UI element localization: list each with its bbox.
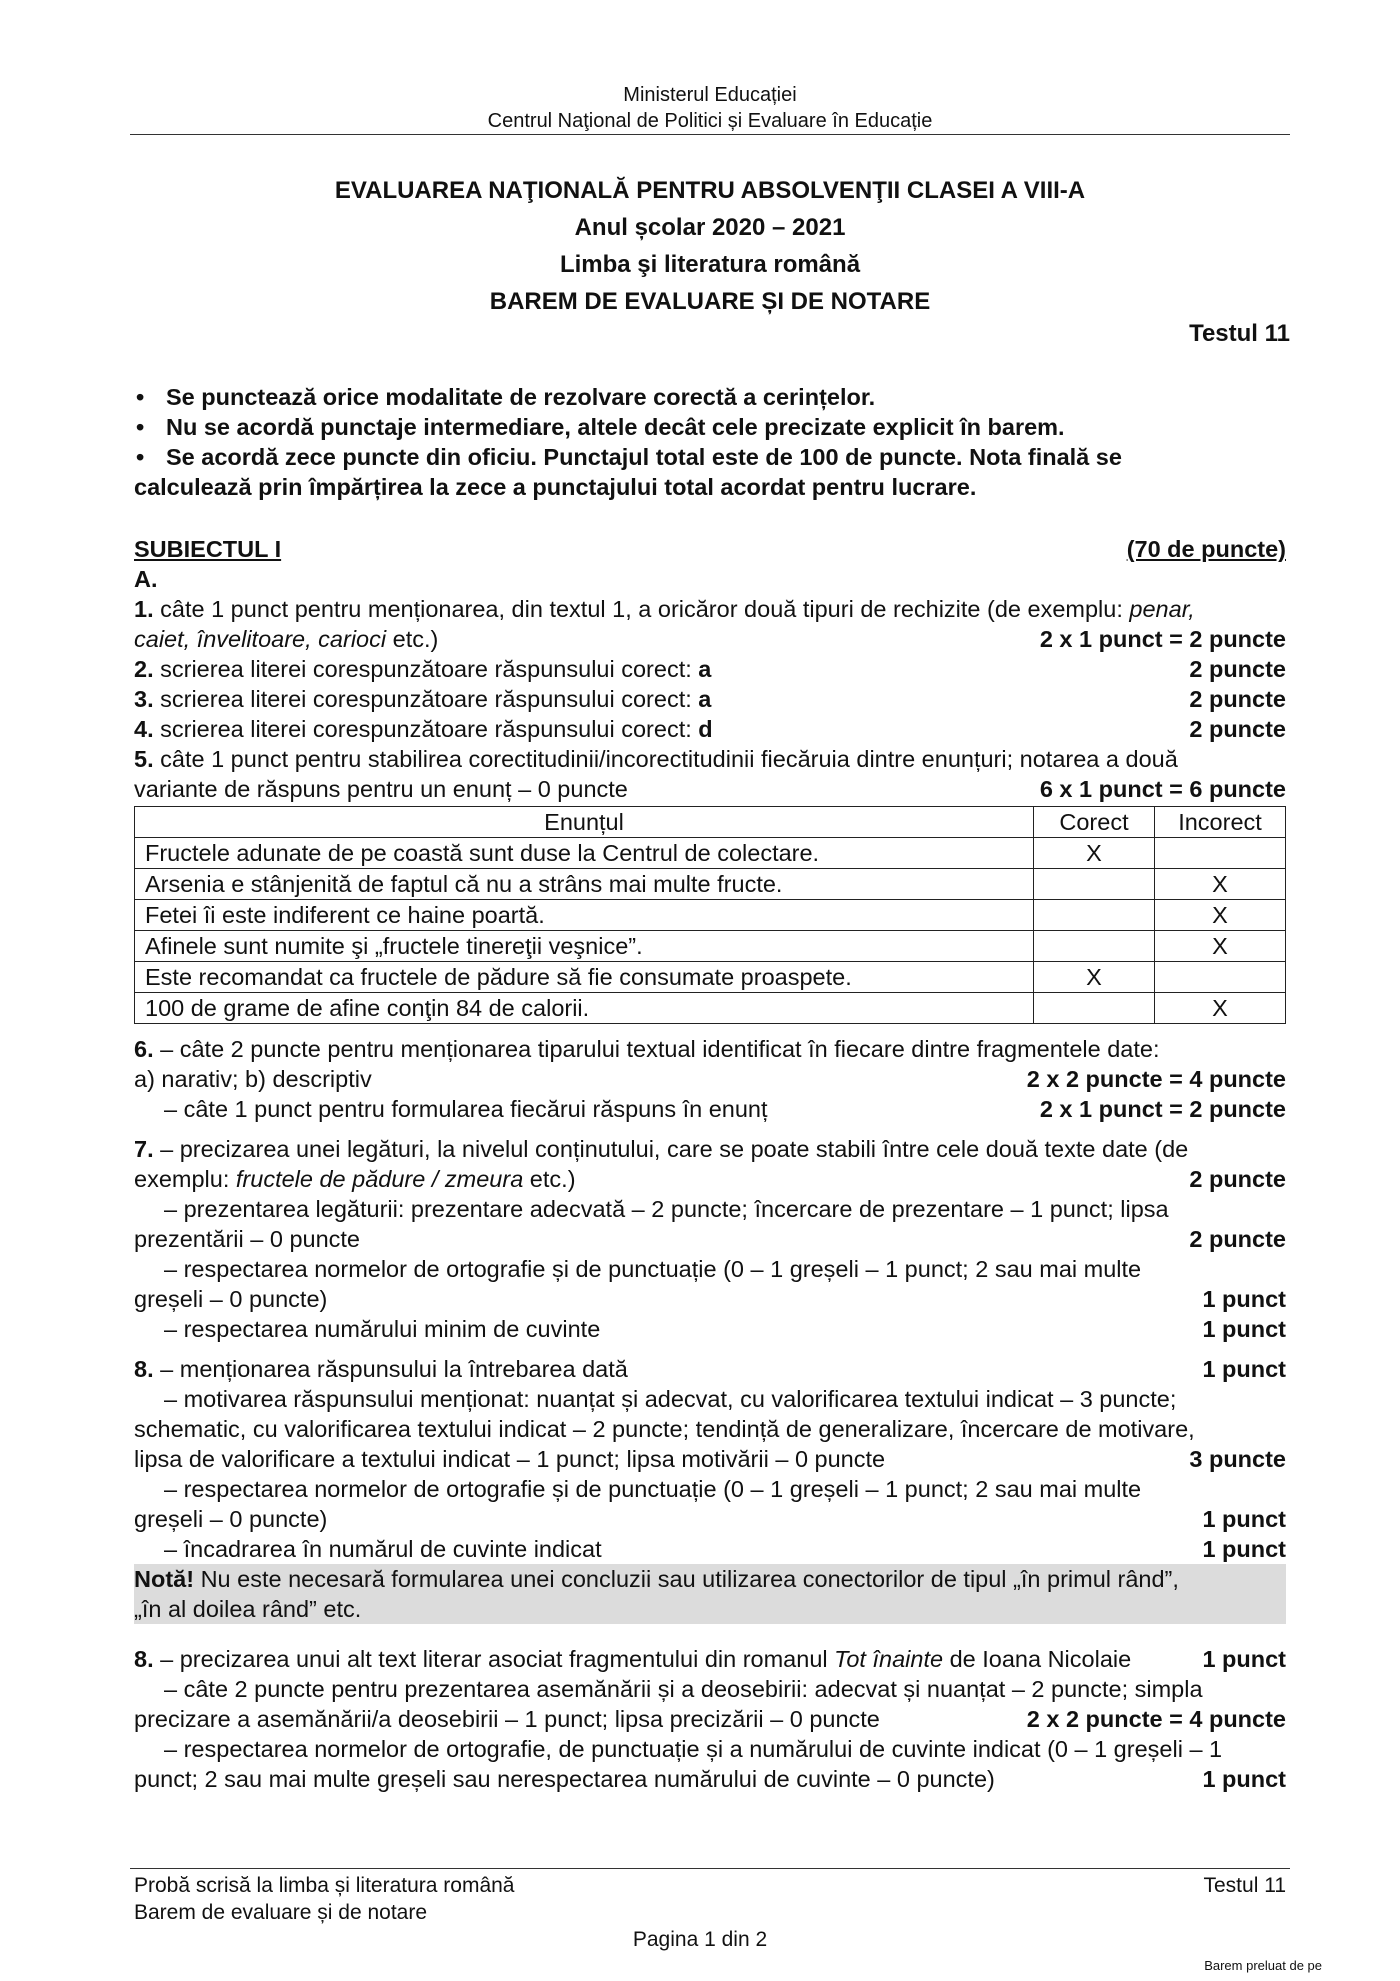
question-5: 5. câte 1 punct pentru stabilirea corectitudinii/incorectitudinii fiecăruia dintre enunțuri; notarea a două: [134, 746, 1178, 772]
table-row: Este recomandat ca fructele de pădure să fie consumate proaspete. X: [135, 962, 1286, 993]
rule-item-continuation: calculează prin împărțirea la zece a punctajului total acordat pentru lucrare.: [134, 474, 977, 500]
subject-points: (70 de puncte): [1126, 536, 1286, 562]
barem-content: SUBIECTUL I (70 de puncte) A. 1. câte 1 punct pentru menționarea, din textul 1, a oricăror două tipuri de rechizite (de exemplu: penar, caiet, învelitoare, carioci etc.) 2 x 1 punct = 2 puncte 2. scrierea literei corespunzătoare răspunsului corect: a 2 puncte 3. scrierea literei corespunzătoare răspunsului corect: a 2 puncte 4. scrierea literei corespunzătoare răspunsului corect: d 2 puncte 5. câte 1 punct pentru stabilirea corectitudinii/incorectitudinii fiecăruia dintre enunțuri; notarea a două variante de răspuns pentru un enunț – 0 puncte 6 x 1 punct = 6 puncte Enunțul Corect Incorect Fructele adunate de pe coastă sunt duse la Centrul de colectare. X Arsenia e stânjenită de faptul că nu a strâns mai multe fructe. X Fetei îi este indiferent ce haine poartă. X Afinele sunt numite şi „fructele tinereţii veşnice”. X Este recomandat ca fructele de pădure să fie consumate proaspete. X 100 de grame de afine conţin 84 de calorii. X 6. – câte 2 puncte pentru menționarea tiparului textual identificat în fiecare dintre fragmentele date: a) narativ; b) descriptiv 2 x 2 puncte = 4 puncte – câte 1 punct pentru formularea fiecărui răspuns în enunț 2 x 1 punct = 2 puncte 7. – precizarea unei legături, la nivelul conținutului, care se poate stabili între cele două texte date (de exemplu: fructele de pădure / zmeura etc.) 2 puncte – prezentarea legăturii: prezentare adecvată – 2 puncte; încercare de prezentare – 1 punct; lipsa prezentării – 0 puncte 2 puncte – respectarea normelor de ortografie și de punctuație (0 – 1 greșeli – 1 punct; 2 sau mai multe greșeli – 0 puncte) 1 punct – respectarea numărului minim de cuvinte 1 punct 8. – menționarea răspunsului la întrebarea dată 1 punct – motivarea răspunsului menționat: nuanțat și adecvat, cu valorificarea textului indicat – 3 puncte; schematic, cu valorificarea textului indicat – 2 puncte; tendință de generalizare, încercare de motivare, lipsa de valorificare a textului indicat – 1 punct; lipsa motivării – 0 puncte 3 puncte – respectarea normelor de ortografie și de punctuație (0 – 1 greșeli – 1 punct; 2 sau mai multe greșeli – 0 puncte) 1 punct – încadrarea în numărul de cuvinte indicat 1 punct Notă! Nu este necesară formularea unei concluzii sau utilizarea conectorilor de tipul „în primul rând”, „în al doilea rând” etc. 8. – precizarea unui alt text literar asociat fragmentului din romanul Tot înainte de Ioana Nicolaie 1 punct – câte 2 puncte pentru prezentarea asemănării și a deosebirii: adecvat și nuanțat – 2 puncte; simpla precizare a asemănării/a deosebirii – 1 punct; lipsa precizării – 0 puncte 2 x 2 puncte = 4 puncte – respectarea normelor de ortografie, de punctuație și a numărului de cuvinte indicat (0 – 1 greșeli – 1 punct; 2 sau mai multe greșeli sau nerespectarea numărului de cuvinte – 0 puncte) 1 punct: [134, 536, 1286, 1792]
exam-title: EVALUAREA NAŢIONALĂ PENTRU ABSOLVENŢII CLASEI A VIII-A: [334, 177, 1086, 204]
question-5-score-row: variante de răspuns pentru un enunț – 0 puncte 6 x 1 punct = 6 puncte: [134, 776, 1286, 802]
part-label: A.: [134, 566, 158, 592]
subject-heading: [134, 534, 1286, 564]
table-row: Afinele sunt numite şi „fructele tinereţii veşnice”. X: [135, 931, 1286, 962]
column-header: Enunțul: [135, 807, 1034, 838]
document-header: [130, 82, 1290, 134]
rule-item: • Se acordă zece puncte din oficiu. Punctajul total este de 100 de puncte. Nota finală se: [134, 442, 1286, 472]
footer-exam-name: Probă scrisă la limba și literatura română: [134, 1874, 515, 1897]
question-8: 8. – menționarea răspunsului la întrebarea dată 1 punct: [134, 1356, 1286, 1382]
question-1-score: 2 x 1 punct = 2 puncte: [1039, 626, 1286, 652]
footer-test-number: Testul 11: [1203, 1874, 1286, 1897]
test-number: Testul 11: [1189, 320, 1290, 347]
question-6: 6. – câte 2 puncte pentru menționarea tiparului textual identificat în fiecare dintre fragmentele date:: [134, 1036, 1160, 1062]
table-header-row: [135, 807, 1286, 838]
page-number: Pagina 1 din 2: [632, 1928, 768, 1951]
ministry-name: Ministerul Educației: [623, 84, 797, 106]
title-block: [130, 172, 1290, 320]
general-rules: [134, 382, 1286, 502]
source-note: Barem preluat de pe: [1204, 1958, 1322, 1973]
question-2: 2. scrierea literei corespunzătoare răspunsului corect: a 2 puncte: [134, 656, 1286, 682]
question-7: 7. – precizarea unei legături, la nivelul conținutului, care se poate stabili între cele două texte date (de: [134, 1136, 1189, 1162]
subject-title: Limba şi literatura română: [559, 251, 861, 278]
table-row: Fructele adunate de pe coastă sunt duse la Centrul de colectare. X: [135, 838, 1286, 869]
rule-item: • Se punctează orice modalitate de rezolvare corectă a cerințelor.: [134, 382, 1286, 412]
column-header: Corect: [1034, 807, 1155, 838]
answer-table: [134, 806, 1286, 1024]
note-label: Notă!: [134, 1566, 195, 1592]
question-3: 3. scrierea literei corespunzătoare răspunsului corect: a 2 puncte: [134, 686, 1286, 712]
document-footer: [134, 1872, 1286, 1926]
table-row: 100 de grame de afine conţin 84 de calorii. X: [135, 993, 1286, 1024]
note-box: Notă! Nu este necesară formularea unei concluzii sau utilizarea conectorilor de tipul „în primul rând”, „în al doilea rând” etc.: [134, 1564, 1286, 1624]
school-year: Anul școlar 2020 – 2021: [574, 214, 846, 241]
table-row: Fetei îi este indiferent ce haine poartă. X: [135, 900, 1286, 931]
question-1: 1. câte 1 punct pentru menționarea, din textul 1, a oricăror două tipuri de rechizite (de exemplu: penar,: [134, 596, 1195, 622]
center-name: Centrul Naţional de Politici și Evaluare în Educație: [487, 110, 933, 132]
question-1-score-row: caiet, învelitoare, carioci etc.) 2 x 1 punct = 2 puncte: [134, 626, 1286, 652]
footer-divider: [130, 1868, 1290, 1869]
question-8-alt: 8. – precizarea unui alt text literar asociat fragmentului din romanul Tot înainte de Ioana Nicolaie 1 punct: [134, 1646, 1286, 1672]
rule-item: • Nu se acordă punctaje intermediare, altele decât cele precizate explicit în barem.: [134, 412, 1286, 442]
column-header: Incorect: [1155, 807, 1286, 838]
header-divider: [130, 134, 1290, 135]
table-row: Arsenia e stânjenită de faptul că nu a strâns mai multe fructe. X: [135, 869, 1286, 900]
footer-barem-name: Barem de evaluare și de notare: [134, 1901, 428, 1924]
barem-title: BAREM DE EVALUARE ȘI DE NOTARE: [489, 288, 931, 315]
question-4: 4. scrierea literei corespunzătoare răspunsului corect: d 2 puncte: [134, 716, 1286, 742]
subject-title: SUBIECTUL I: [134, 536, 282, 562]
